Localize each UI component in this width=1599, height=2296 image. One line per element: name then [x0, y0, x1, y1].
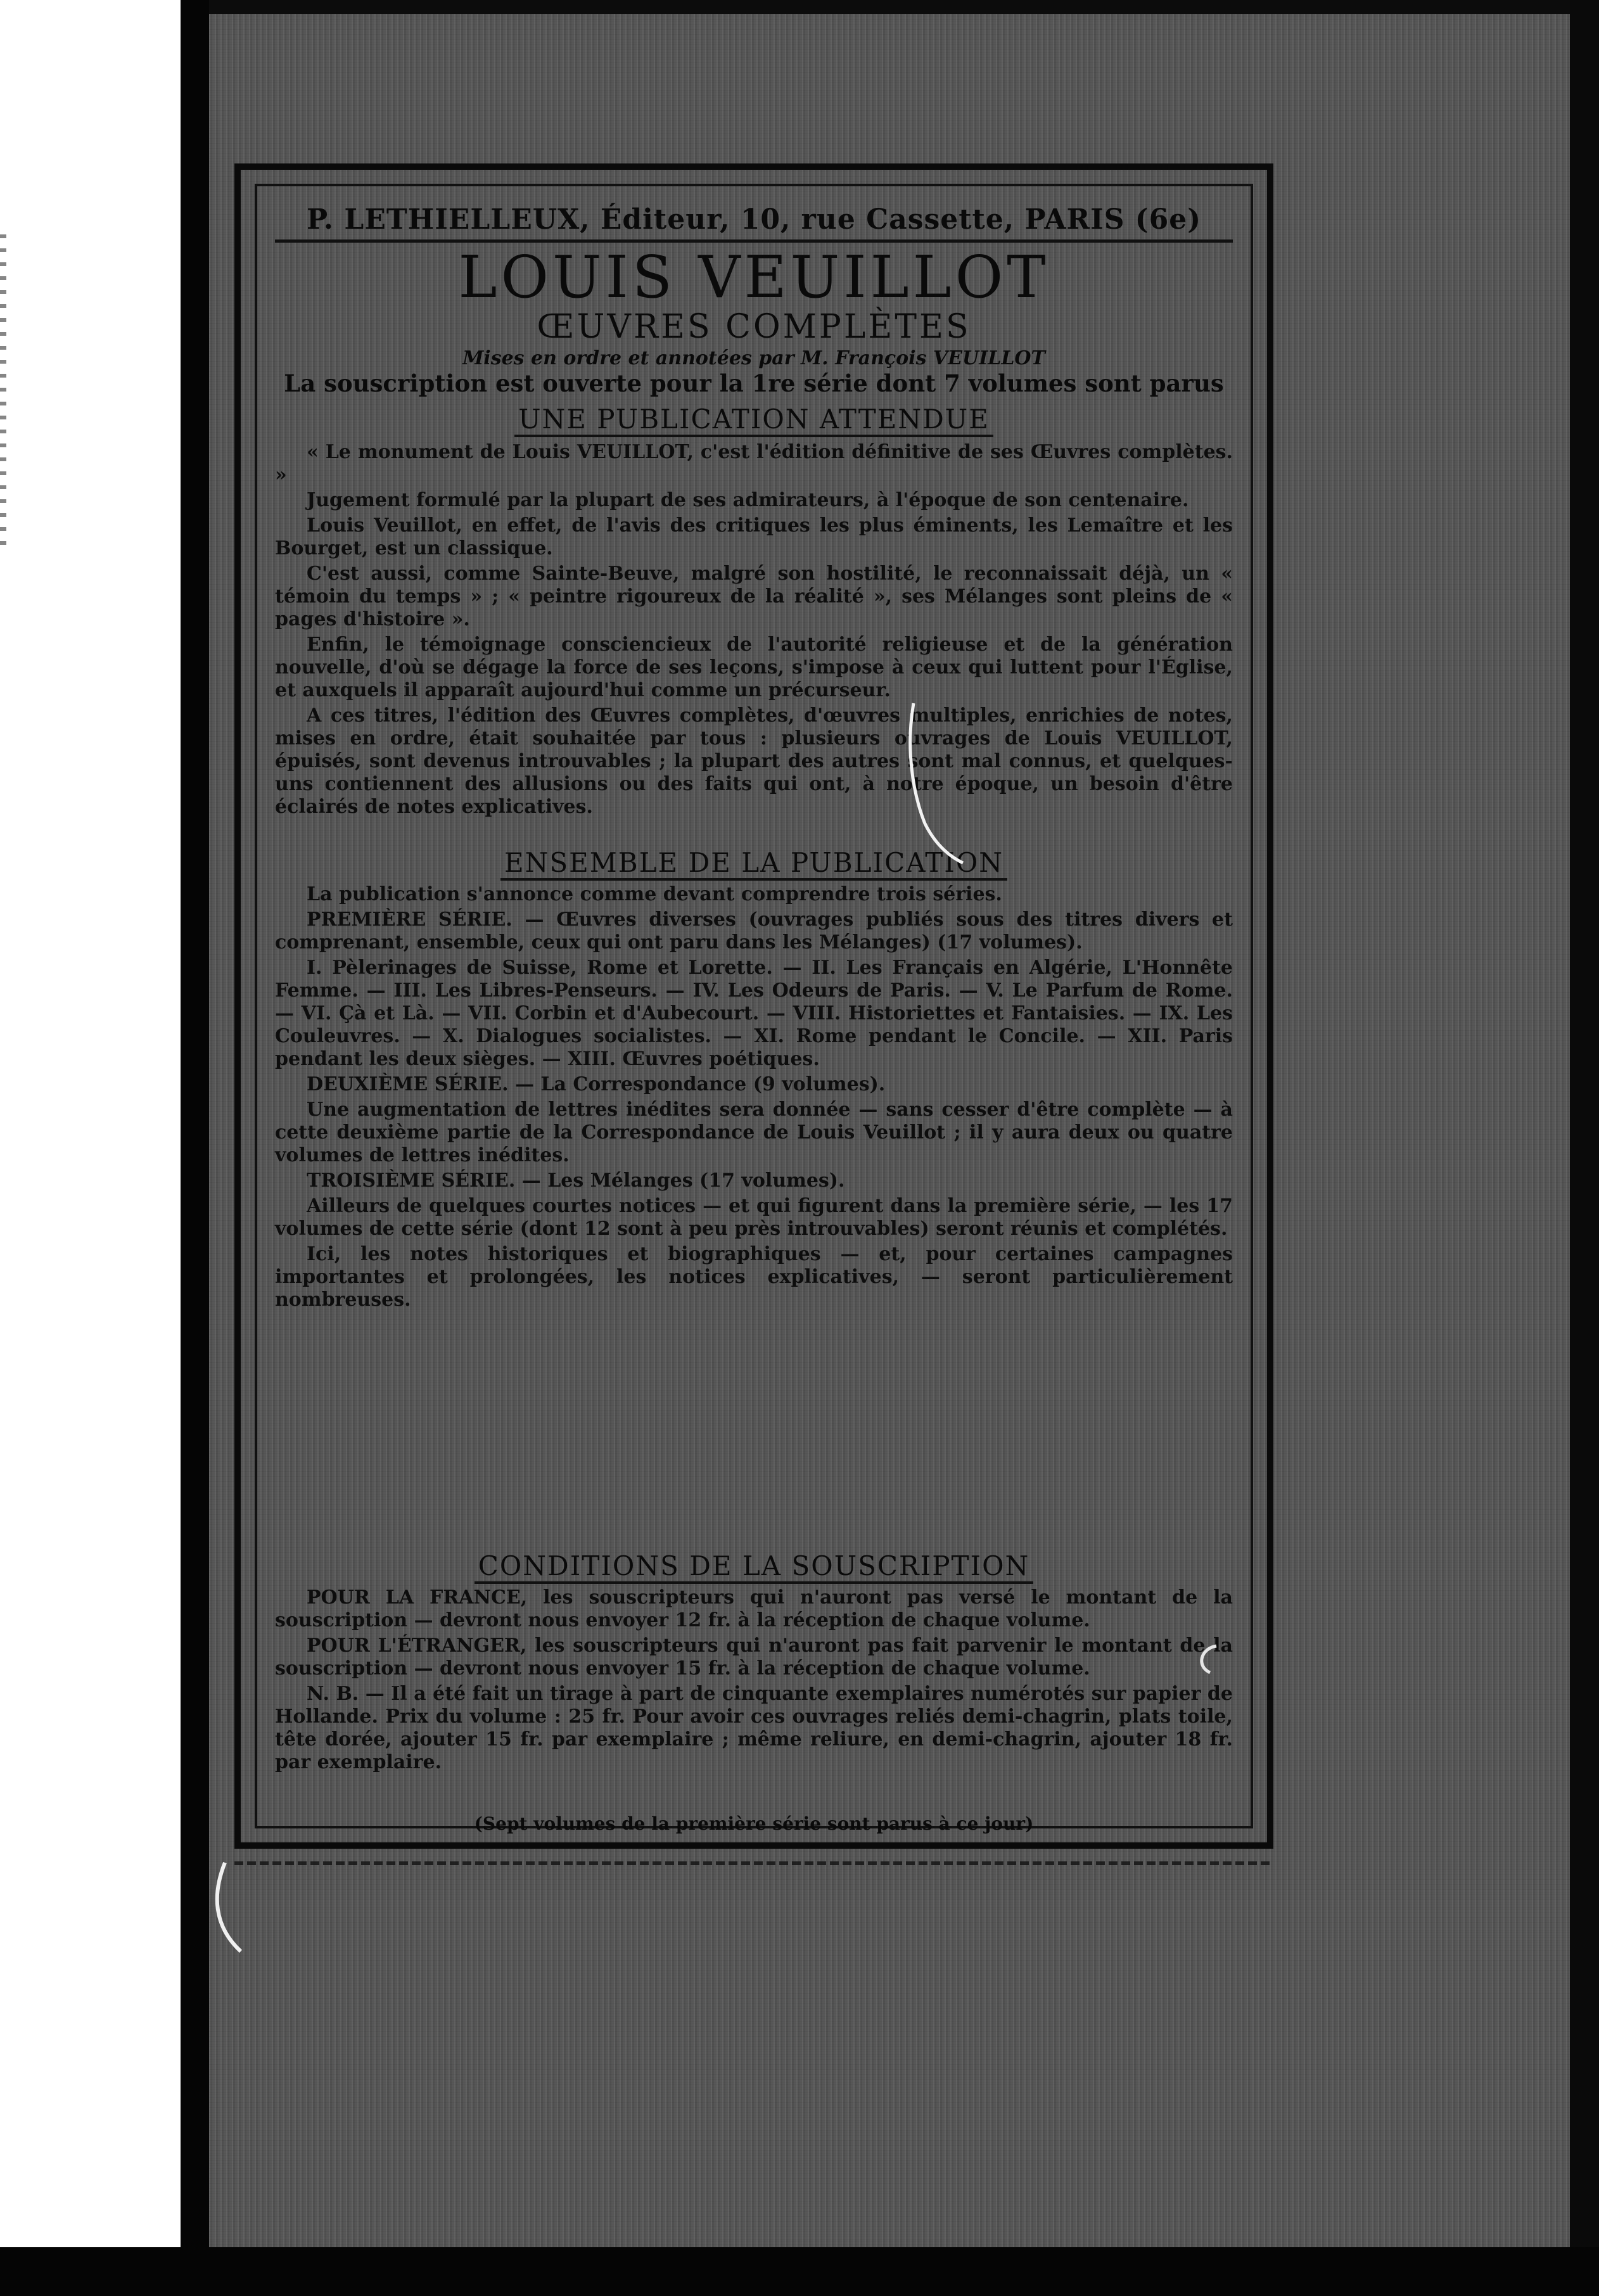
section-heading-conditions — [275, 1551, 1233, 1581]
scan-right-border — [1570, 0, 1599, 2296]
paragraph: Ici, les notes historiques et biographiques — et, pour certaines campagnes importantes et prolongées, les notices explicatives, — seront particulièrement nombreuses. — [275, 1243, 1233, 1311]
section-body-conditions — [275, 1586, 1233, 1808]
paragraph: POUR LA FRANCE, les souscripteurs qui n'auront pas versé le montant de la souscription — devront nous envoyer 12 fr. à la réception de chaque volume. — [275, 1586, 1233, 1631]
paragraph: Louis Veuillot, en effet, de l'avis des critiques les plus éminents, les Lemaître et les Bourget, est un classique. — [275, 514, 1233, 559]
paragraph: C'est aussi, comme Sainte-Beuve, malgré son hostilité, le reconnaissait déjà, un « témoin du temps » ; « peintre rigoureux de la réalité », ses Mélanges sont pleins de « pages d'histoire ». — [275, 563, 1233, 630]
scan-bottom-border — [0, 2247, 1599, 2296]
section-body-ensemble — [275, 883, 1233, 1479]
page-edge-marks — [0, 234, 6, 551]
section-heading-text: ENSEMBLE DE LA PUBLICATION — [500, 847, 1007, 881]
bottom-dotted-rule — [234, 1861, 1273, 1865]
adjacent-blank-page — [0, 0, 181, 2296]
scan-gutter — [181, 0, 209, 2296]
section-heading-publication — [275, 404, 1233, 435]
advertisement-content — [275, 170, 1233, 1842]
paragraph: Enfin, le témoignage consciencieux de l'autorité religieuse et de la génération nouvelle, d'où se dégage la force de ses leçons, s'impose à ceux qui luttent pour l'Église, et auxquels il apparaît aujourd'hui comme un précurseur. — [275, 634, 1233, 701]
paragraph: POUR L'ÉTRANGER, les souscripteurs qui n'auront pas fait parvenir le montant de la souscription — devront nous envoyer 15 fr. à la réception de chaque volume. — [275, 1635, 1233, 1680]
footer-note: (Sept volumes de la première série sont parus à ce jour) — [474, 1813, 1034, 1834]
paragraph: TROISIÈME SÉRIE. — Les Mélanges (17 volumes). — [307, 1170, 845, 1192]
paragraph: A ces titres, l'édition des Œuvres complètes, d'œuvres multiples, enrichies de notes, mises en ordre, était souhaitée par tous : plusieurs ouvrages de Louis VEUILLOT, épuisés, sont devenus introuvables ; la plupart des autres sont mal connus, et quelques-uns contiennent des allusions ou des faits qui ont, à notre époque, un besoin d'être éclairés de notes explicatives. — [275, 705, 1233, 818]
paragraph: Une augmentation de lettres inédites sera donnée — sans cesser d'être complète — à cette deuxième partie de la Correspondance de Louis Veuillot ; il y aura deux ou quatre volumes de lettres inédites. — [275, 1099, 1233, 1166]
section-heading-text: CONDITIONS DE LA SOUSCRIPTION — [475, 1550, 1034, 1584]
paragraph: PREMIÈRE SÉRIE. — Œuvres diverses (ouvrages publiés sous des titres divers et comprenant, ensemble, ceux qui ont paru dans les Mélanges) (17 volumes). — [275, 909, 1233, 953]
author-title: LOUIS VEUILLOT — [458, 243, 1050, 311]
section-heading-text: UNE PUBLICATION ATTENDUE — [514, 404, 993, 437]
advertisement-frame — [234, 163, 1273, 1849]
section-body-publication — [275, 441, 1233, 846]
works-subtitle: ŒUVRES COMPLÈTES — [537, 308, 971, 346]
editor-line: Mises en ordre et annotées par M. François VEUILLOT — [462, 347, 1045, 369]
paragraph: DEUXIÈME SÉRIE. — La Correspondance (9 volumes). — [307, 1073, 886, 1095]
paragraph: N. B. — Il a été fait un tirage à part de cinquante exemplaires numérotés sur papier de Hollande. Prix du volume : 25 fr. Pour avoir ces ouvrages reliés demi-chagrin, plats toile, tête dorée, ajouter 15 fr. par exemplaire ; même reliure, en demi-chagrin, ajouter 18 fr. par exemplaire. — [275, 1683, 1233, 1773]
publisher-line: P. LETHIELLEUX, Éditeur, 10, rue Cassette, PARIS (6e) — [275, 200, 1233, 243]
paragraph: « Le monument de Louis VEUILLOT, c'est l'édition définitive de ses Œuvres complètes. » — [275, 441, 1233, 486]
subscription-line: La souscription est ouverte pour la 1re série dont 7 volumes sont parus — [284, 369, 1224, 397]
section-heading-ensemble — [275, 848, 1233, 878]
paragraph: Jugement formulé par la plupart de ses admirateurs, à l'époque de son centenaire. — [307, 489, 1189, 511]
paragraph: I. Pèlerinages de Suisse, Rome et Lorette. — II. Les Français en Algérie, L'Honnête Femme. — III. Les Libres-Penseurs. — IV. Les Odeurs de Paris. — V. Le Parfum de Rome. — VI. Çà et Là. — VII. Corbin et d'Aubecourt. — VIII. Historiettes et Fantaisies. — IX. Les Couleuvres. — X. Dialogues socialistes. — XI. Rome pendant le Concile. — XII. Paris pendant les deux sièges. — XIII. Œuvres poétiques. — [275, 957, 1233, 1070]
paragraph: Ailleurs de quelques courtes notices — et qui figurent dans la première série, — les 17 volumes de cette série (dont 12 sont à peu près introuvables) seront réunis et complétés. — [275, 1195, 1233, 1240]
paragraph: La publication s'annonce comme devant comprendre trois séries. — [307, 883, 1002, 905]
